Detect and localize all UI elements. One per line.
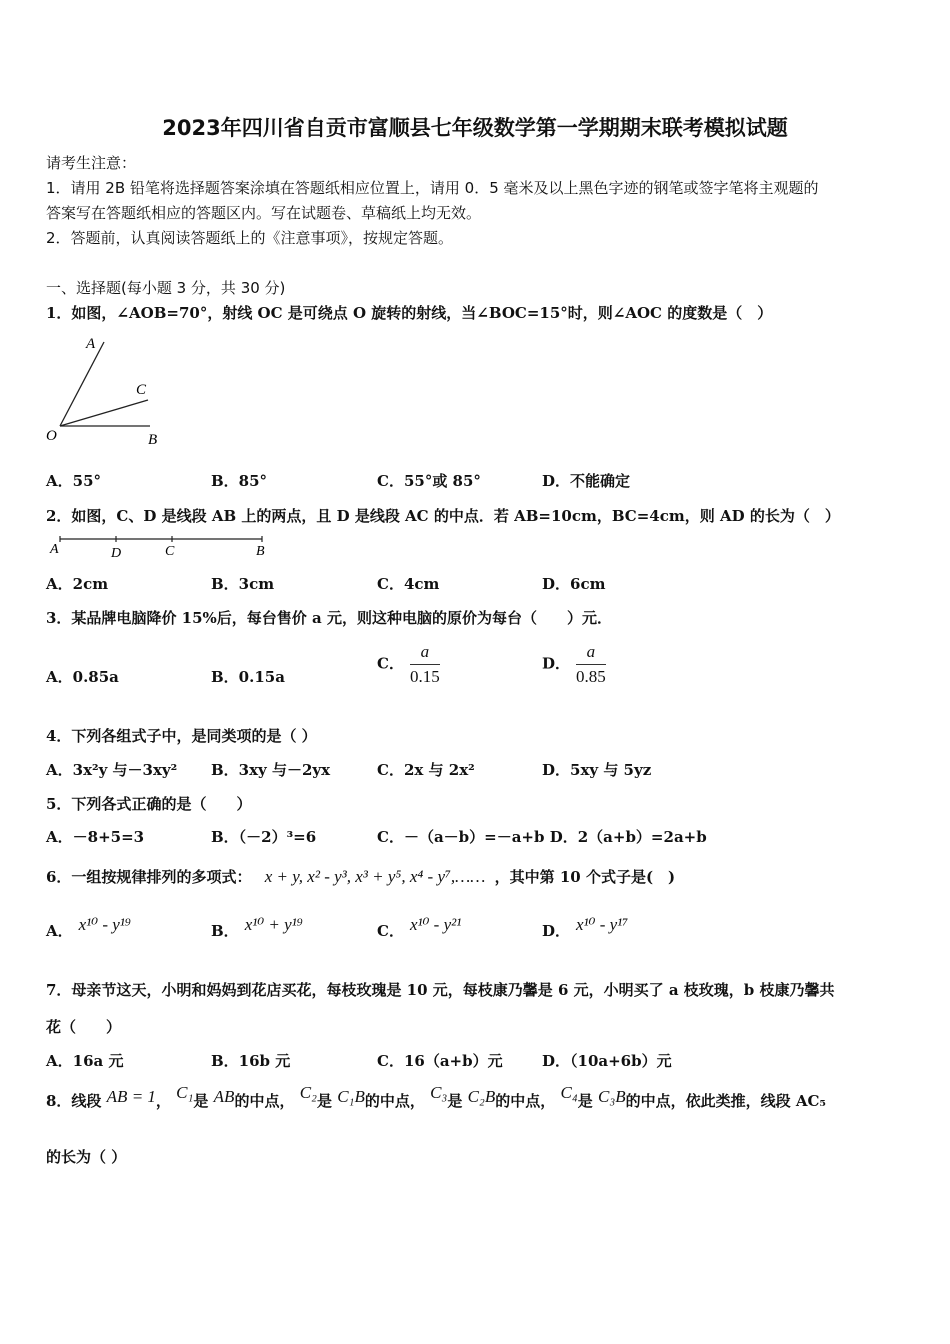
q8-ab: AB [213,1087,235,1106]
q2-label-d: D [111,546,122,561]
q7-stem-line-2: 花（ ） [46,1018,122,1036]
q8-part-14: 的中点， [495,1092,556,1110]
q1-label-a: A [86,336,96,352]
notice-line-1: 1．请用 2B 铅笔将选择题答案涂填在答题纸相应位置上，请用 0．5 毫米及以上黑色字迹的钢笔或签字笔将主观题的 [46,179,819,197]
q4-stem: 4．下列各组式子中，是同类项的是（ ） [46,727,317,745]
q3-fraction-c-den: 0.15 [409,667,440,686]
q5-option-a[interactable]: A．－8+5=3 [46,828,145,846]
q3-fraction-d-num: a [576,642,606,665]
q5-stem: 5．下列各式正确的是（ ） [46,795,252,813]
q1-option-a[interactable]: A．55° [46,472,102,490]
q3-option-d-letter: D． [542,654,571,673]
q8-part-10: 的中点， [364,1092,425,1110]
q6-expr-b: x¹⁰ + y¹⁹ [244,915,303,934]
q3-stem: 3．某品牌电脑降价 15%后，每台售价 a 元，则这种电脑的原价为每台（ ）元． [46,609,612,627]
q6-expr-c: x¹⁰ - y²¹ [409,915,462,934]
q8-c2: C₂ [299,1083,317,1102]
notice-heading: 请考生注意： [46,154,137,172]
q3-fraction-c-num: a [410,642,440,665]
q5-option-c-d[interactable]: C．－（a－b）=－a+b D．2（a+b）=2a+b [377,828,707,846]
q8-c3: C₃ [430,1083,448,1102]
q6-option-a-letter: A． [46,922,73,940]
q2-option-b[interactable]: B．3cm [211,575,275,593]
q2-option-c[interactable]: C．4cm [377,575,440,593]
q2-label-c: C [165,544,175,559]
q8-part-6: 的中点， [234,1092,295,1110]
q6-sequence: x + y, x² - y³, x³ + y⁵, x⁴ - y⁷,…… [264,867,486,886]
q3-option-c-letter: C． [377,654,404,673]
q8-c2b: C₂B [467,1087,496,1106]
q7-option-b[interactable]: B．16b 元 [211,1052,291,1070]
q1-label-c: C [136,382,147,398]
q8-part-2: ， [155,1092,171,1110]
q2-label-a: A [50,542,59,557]
q8-part-16: 是 [577,1092,593,1110]
q2-stem: 2．如图，C、D 是线段 AB 上的两点，且 D 是线段 AC 的中点．若 AB=10cm，BC=4cm，则 AD 的长为（ ） [46,507,840,525]
q6-option-b[interactable] [211,915,303,941]
q1-angle-figure [40,332,180,450]
q8-part-4: 是 [193,1092,209,1110]
q6-option-a[interactable] [46,915,131,941]
q2-option-d[interactable]: D．6cm [542,575,606,593]
q4-option-a[interactable]: A．3x²y 与－3xy² [46,761,178,779]
q2-label-b: B [256,544,265,559]
q6-option-b-letter: B． [211,922,239,940]
q3-option-a[interactable]: A．0.85a [46,668,119,686]
q3-option-b[interactable]: B．0.15a [211,668,285,686]
q1-option-c[interactable]: C．55°或 85° [377,472,481,490]
q6-option-d-letter: D． [542,922,571,940]
q6-stem-before: 6．一组按规律排列的多项式： [46,868,252,886]
q8-c4: C₄ [560,1083,578,1102]
q3-option-c[interactable] [377,642,440,687]
q6-expr-d: x¹⁰ - y¹⁷ [576,915,629,934]
q5-option-b[interactable]: B．（－2）³=6 [211,828,317,846]
q2-option-a[interactable]: A．2cm [46,575,109,593]
q6-option-c[interactable] [377,915,462,941]
q2-segment-figure [44,535,274,561]
q1-option-d[interactable]: D．不能确定 [542,472,631,490]
q8-part-0: 8．线段 [46,1092,102,1110]
q8-part-18: 的中点，依此类推，线段 AC₅ [625,1092,826,1110]
q8-part-12: 是 [447,1092,463,1110]
q8-part-8: 是 [316,1092,332,1110]
q6-option-d[interactable] [542,915,629,941]
q7-option-a[interactable]: A．16a 元 [46,1052,124,1070]
q1-label-b: B [148,432,158,448]
q4-option-b[interactable]: B．3xy 与－2yx [211,761,331,779]
q8-stem-line-2: 的长为（ ） [46,1148,127,1166]
q1-label-o: O [46,428,57,444]
q8-stem [46,1083,826,1111]
notice-line-2: 答案写在答题纸相应的答题区内。写在试题卷、草稿纸上均无效。 [46,204,482,222]
q6-stem [46,866,675,887]
q3-fraction-d-den: 0.85 [576,667,606,686]
q7-stem-line-1: 7．母亲节这天，小明和妈妈到花店买花，每枝玫瑰是 10 元，每枝康乃馨是 6 元，小明买了 a 枝玫瑰，b 枝康乃馨共 [46,981,835,999]
q6-option-c-letter: C． [377,922,404,940]
q4-option-c[interactable]: C．2x 与 2x² [377,761,475,779]
notice-line-3: 2．答题前，认真阅读答题纸上的《注意事项》，按规定答题。 [46,229,454,247]
q8-c1b: C₁B [337,1087,365,1106]
q3-option-d[interactable] [542,642,606,687]
q1-stem: 1．如图，∠AOB=70°，射线 OC 是可绕点 O 旋转的射线，当∠BOC=15°时，则∠AOC 的度数是（ ） [46,304,773,322]
section-heading: 一、选择题(每小题 3 分，共 30 分) [46,279,286,297]
q6-stem-after: ，其中第 10 个式子是( ) [494,868,676,886]
q3-fraction-d [576,642,606,687]
exam-title: 2023年四川省自贡市富顺县七年级数学第一学期期末联考模拟试题 [162,116,788,140]
q6-expr-a: x¹⁰ - y¹⁹ [78,915,131,934]
q8-c3b: C₃B [597,1087,626,1106]
q8-c1: C₁ [176,1083,194,1102]
q1-option-b[interactable]: B．85° [211,472,268,490]
q4-option-d[interactable]: D．5xy 与 5yz [542,761,652,779]
q3-fraction-c [410,642,440,687]
q7-option-c[interactable]: C．16（a+b）元 [377,1052,503,1070]
q7-option-d[interactable]: D．（10a+6b）元 [542,1052,672,1070]
q8-ab-eq-1: AB = 1 [106,1087,156,1106]
